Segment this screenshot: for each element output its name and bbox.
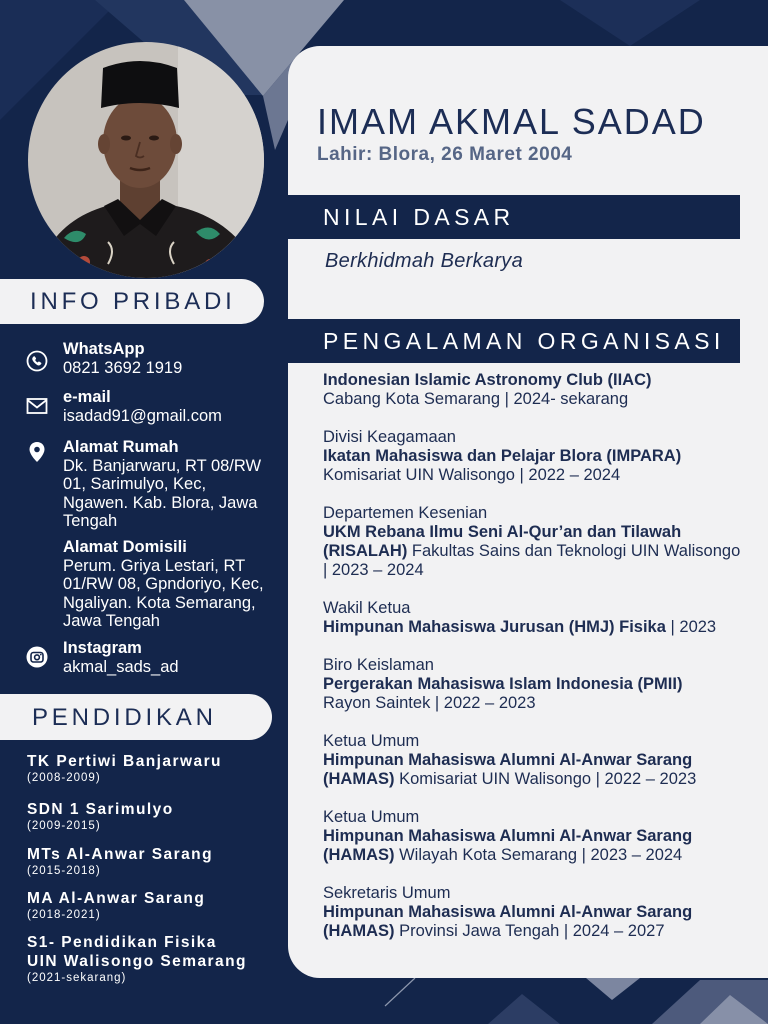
organization-name: Himpunan Mahasiswa Jurusan (HMJ) Fisika xyxy=(323,618,666,636)
education-item xyxy=(27,752,222,785)
instagram-icon xyxy=(26,646,48,668)
organization-name: Ikatan Mahasiswa dan Pelajar Blora (IMPARA) xyxy=(323,447,682,465)
role: Ketua Umum xyxy=(323,808,420,826)
school-name: MA Al-Anwar Sarang xyxy=(27,890,206,907)
decor-shade-top-right xyxy=(560,0,700,46)
phone-icon xyxy=(26,350,48,372)
page-title: IMAM AKMAL SADAD xyxy=(317,101,706,142)
education-item xyxy=(27,800,174,833)
experience-entry xyxy=(323,371,763,409)
experience-list xyxy=(323,371,763,960)
school-name: S1- Pendidikan Fisika xyxy=(27,934,217,951)
school-years: (2015-2018) xyxy=(27,865,101,877)
contact-value: 0821 3692 1919 xyxy=(63,358,183,377)
address-line: Perum. Griya Lestari, RT xyxy=(63,556,246,575)
organization-detail: | 2023 – 2024 xyxy=(323,561,424,579)
school-years: (2009-2015) xyxy=(27,820,101,832)
school-name: UIN Walisongo Semarang xyxy=(27,953,247,970)
school-name: SDN 1 Sarimulyo xyxy=(27,801,174,818)
role: Divisi Keagamaan xyxy=(323,428,456,446)
experience-entry xyxy=(323,599,763,637)
organization-detail: Komisariat UIN Walisongo | 2022 – 2024 xyxy=(323,466,621,484)
contact-value: isadad91@gmail.com xyxy=(63,406,222,425)
contact-instagram xyxy=(63,639,179,676)
profile-photo xyxy=(28,42,264,278)
organization-name: UKM Rebana Ilmu Seni Al-Qur’an dan Tilawah xyxy=(323,523,682,541)
experience-entry xyxy=(323,808,763,865)
contact-label: Alamat Rumah xyxy=(63,438,179,456)
decor-light-bottom xyxy=(586,978,640,1000)
school-years: (2008-2009) xyxy=(27,772,101,784)
birth-info: Lahir: Blora, 26 Maret 2004 xyxy=(317,144,573,165)
role: Ketua Umum xyxy=(323,732,420,750)
contact-label: Instagram xyxy=(63,639,142,657)
address-line: Ngaliyan. Kota Semarang, xyxy=(63,593,256,612)
location-pin-icon xyxy=(26,441,48,463)
organization-detail: | 2023 xyxy=(670,618,717,636)
contact-label: WhatsApp xyxy=(63,340,145,358)
organization-name: Pergerakan Mahasiswa Islam Indonesia (PMII) xyxy=(323,675,683,693)
decor-line-bottom xyxy=(385,978,415,1006)
organization-name: (HAMAS) xyxy=(323,922,395,940)
role: Sekretaris Umum xyxy=(323,884,451,902)
experience-entry xyxy=(323,428,763,485)
core-values-text: Berkhidmah Berkarya xyxy=(325,250,524,272)
contact-home-address xyxy=(63,438,261,531)
organization-detail: Fakultas Sains dan Teknologi UIN Walisongo xyxy=(411,542,741,560)
organization-name: (HAMAS) xyxy=(323,846,395,864)
organization-detail: Cabang Kota Semarang | 2024- sekarang xyxy=(323,390,629,408)
experience-entry xyxy=(323,884,763,941)
education-item xyxy=(27,889,205,922)
organization-name: Himpunan Mahasiswa Alumni Al-Anwar Sarang xyxy=(323,903,693,921)
role: Wakil Ketua xyxy=(323,599,411,617)
organization-name: Himpunan Mahasiswa Alumni Al-Anwar Sarang xyxy=(323,751,693,769)
school-years: (2021-sekarang) xyxy=(27,972,127,984)
education-item xyxy=(27,845,213,878)
education-item xyxy=(27,933,247,985)
experience-entry xyxy=(323,656,763,713)
experience-entry xyxy=(323,504,763,580)
organization-name: (HAMAS) xyxy=(323,770,395,788)
role: Biro Keislaman xyxy=(323,656,434,674)
organization-name: (RISALAH) xyxy=(323,542,408,560)
mail-icon xyxy=(26,395,48,417)
role: Departemen Kesenian xyxy=(323,504,488,522)
address-line: Ngawen. Kab. Blora, Jawa xyxy=(63,493,258,512)
school-years: (2018-2021) xyxy=(27,909,101,921)
contact-value: akmal_sads_ad xyxy=(63,657,179,676)
address-line: 01/RW 08, Gpndoriyo, Kec, xyxy=(63,575,264,593)
organization-detail: Provinsi Jawa Tengah | 2024 – 2027 xyxy=(399,922,665,940)
address-line: Jawa Tengah xyxy=(63,612,160,630)
contact-label: Alamat Domisili xyxy=(63,538,187,556)
experience-heading: PENGALAMAN ORGANISASI xyxy=(288,319,740,363)
address-line: Dk. Banjarwaru, RT 08/RW xyxy=(63,456,262,475)
organization-detail: Wilayah Kota Semarang | 2023 – 2024 xyxy=(399,846,683,864)
core-values-heading: NILAI DASAR xyxy=(288,195,740,239)
address-line: Tengah xyxy=(63,512,118,530)
organization-name: Indonesian Islamic Astronomy Club (IIAC) xyxy=(323,371,652,389)
organization-detail: Rayon Saintek | 2022 – 2023 xyxy=(323,694,536,712)
contact-whatsapp xyxy=(63,340,182,377)
contact-email xyxy=(63,388,222,425)
contact-label: e-mail xyxy=(63,388,111,406)
decor-shade-bottom-mid xyxy=(488,994,560,1024)
organization-name: Himpunan Mahasiswa Alumni Al-Anwar Sarang xyxy=(323,827,693,845)
contact-domicile-address xyxy=(63,538,264,631)
education-heading: PENDIDIKAN xyxy=(0,694,272,740)
school-name: MTs Al-Anwar Sarang xyxy=(27,846,214,863)
experience-entry xyxy=(323,732,763,789)
address-line: 01, Sarimulyo, Kec, xyxy=(63,475,207,493)
school-name: TK Pertiwi Banjarwaru xyxy=(27,753,222,770)
info-heading: INFO PRIBADI xyxy=(0,279,264,324)
organization-detail: Komisariat UIN Walisongo | 2022 – 2023 xyxy=(399,770,697,788)
